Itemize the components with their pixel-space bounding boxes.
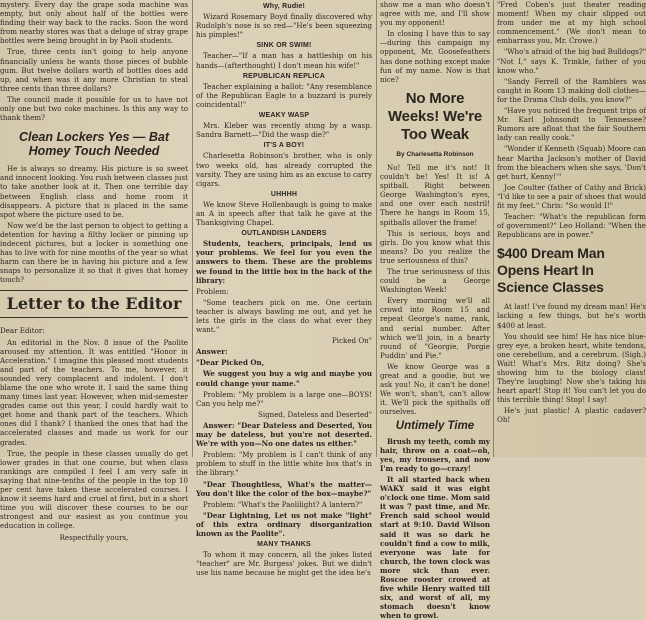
article-paragraph: He is always so dreamy. His picture is so sweet and innocent looking. You rush between classes just to take another look at it. Then one terrible day between English class and home room it disappears. A picture that is placed in the same spot where the picture used to be. [0, 164, 188, 219]
article-paragraph: Wizard Rosemary Boyd finally discovered why Rudolph's nose is so red—"He's been squeezing his pimples!" [196, 12, 372, 40]
article-paragraph: Charlesetta Robinson's brother, who is only two weeks old, has already corrupted the varsity. They are using him as an excuse to carry cigars. [196, 151, 372, 188]
answer-text: "Dear Thoughtless, What's the matter—You don't like the color of the box—maybe?" [196, 479, 372, 498]
letter-closing: Respectfully yours, [59, 532, 129, 542]
article-paragraph: We know George was a great and a goodie, but we ask you! No, it can't be done! We won't, shan't, can't allow it. We'll pick the spitballs off ourselves. [380, 361, 490, 417]
problem-text: Problem: "What's the Paolilight? A lantern?" [203, 499, 363, 509]
column-3 [380, 0, 490, 620]
headline-letter-to-editor: Letter to the Editor [0, 290, 188, 318]
answer-text: We suggest you buy a wig and maybe you could change your name." [196, 369, 372, 388]
article-paragraph: True, the people in these classes usually do get lower grades in that one course, but when class rankings are compiled I feel I am very safe in saying that nine-tenths of the people in the top 10 per cent have taken these accelerated courses. I know it seems hard and cruel at first, but in a short time you will discover these courses to be our strongest and our easiest as you continue you education in college. [0, 448, 188, 531]
article-paragraph: show me a man who doesn't agree with me, and I'll show you my opponent! [380, 0, 490, 28]
letter-salutation: Dear Editor: [0, 326, 45, 336]
article-paragraph: He's just plastic! A plastic cadaver? Oh! [497, 406, 646, 425]
article-paragraph: In closing I have this to say—during this campaign my opponent, Mr. Goosefeathers has done nothing except make fun of my name. Now is that nice? [380, 29, 490, 84]
article-paragraph: Every morning we'll all crowd into Room 15 and repeat George's name, rank, and serial number. After which we'll join, in a hearty round of "Georgie, Porgie Puddin' and Pie." [380, 296, 490, 360]
article-paragraph: You should see him! He has nice blue-grey eye, a broken heart, white tendons, one cerebellum, and a cerebrum. (Sigh.) Wait! What's Mrs. Ritz doing? She's showing him to the biology class! They're laughing! Now she's taking his heart apart! Stop it! You can't let you do this terrible thing! Stop! I say! [497, 331, 646, 405]
problem-text: "Some teachers pick on me. One certain teacher is always bawling me out, and yet he lets the girls in the class do what ever they want." [196, 297, 372, 335]
column-2 [196, 0, 372, 578]
poem-text: Brush my teeth, comb my hair, throw on a coat—oh, yes, my trousers, and now I'm ready to go—crazy! [380, 436, 490, 473]
column-divider [192, 0, 193, 457]
section-head: REPUBLICAN REPLICA [242, 72, 326, 80]
column-1 [0, 0, 188, 542]
problem-text: Problem: "My problem is I can't think of any problem to stuff in the little white box that's in the library." [196, 450, 372, 478]
article-paragraph: This is serious, boys and girls. Do you know what this means? Do you realize the true seriousness of this? [380, 228, 490, 265]
article-paragraph: Teacher—"If a man has a battleship on his hands—(afterthought) I don't mean his wife!" [196, 51, 372, 70]
article-paragraph: mystery. Every day the grape soda machine was empty, but only about half of the bottles were finding their way back to the racks. Soon the word from nearby stores was that a deluge of stray grape bottles were being brought in by Paoli students. [0, 0, 188, 46]
article-paragraph: Students, teachers, principals, lend us your problems. We feel for you even the answers to them. These are the problems we found in the little box in the back of the library: [196, 239, 372, 285]
article-paragraph: An editorial in the Nov. 8 issue of the Paolite aroused my attention. It was entitled "Honor in Acceleration." I imagine this pleased most students and part of the teachers. To me, however, it sounded very complacent and indolent. I don't blame the one who wrote it. I said the same thing many times last year. However, when mid-semester grades came out this year, I could hardly wait to get home and thank part of the teachers. Which ones did I thank? I thanked the ones that had the accelerated classes and made us work for our grades. [0, 337, 188, 447]
section-head: MANY THANKS [257, 541, 311, 549]
article-paragraph: Teacher: "What's the republican form of government?" Leo Holland: "When the Republicans are in power." [497, 212, 646, 240]
headline-dream-man: $400 Dream Man Opens Heart In Science Classes [497, 245, 605, 296]
article-paragraph: At last! I've found my dream man! He's lacking a few things, but he's worth $400 at least. [497, 302, 646, 330]
article-paragraph: The council made it possible for us to have not only one but two coke machines. Is this any way to thank them? [0, 94, 188, 123]
headline-untimely-time: Untimely Time [395, 420, 475, 433]
problem-label: Problem: [196, 286, 229, 296]
byline: By Charlesetta Robinson [396, 150, 474, 158]
answer-label: Answer: [196, 347, 228, 357]
article-paragraph: "Who's afraid of the big bad Bulldogs?" "Not I," says K. Trinkle, father of you know who." [497, 47, 646, 75]
problem-signature: Picked On" [332, 336, 372, 346]
poem-text: It all started back when WAKY said it was eight o'clock one time. Mom said it was 7 past time, and Mr. French said school would start at 9:10. David Wilson said it was so dark he couldn't find a cow to milk, everyone was late for church, the town clock was more sick than ever. Roscoe rooster crowed at five while Henry waited till six, and worst of all, my stomach doesn't know when to growl. [380, 474, 490, 620]
section-head: IT'S A BOY! [263, 142, 305, 150]
article-paragraph: Mrs. Kleber was recently stung by a wasp. Sandra Barnett—"Did the wasp die?" [196, 121, 372, 140]
section-head: Why, Rudie! [262, 3, 306, 10]
article-paragraph: Joe Coulter (father of Cathy and Brick) "I'd like to see a pair of shoes that would fit my feet." Chris: "So would I!" [497, 182, 646, 210]
article-paragraph: "Sandy Ferrell of the Ramblers was caught in Room 13 making doll clothes—for the Drama Club dolls, you know?" [497, 76, 646, 104]
problem-signature: Signed, Dateless and Deserted" [257, 409, 372, 419]
article-paragraph: To whom it may concern, all the jokes listed "teacher" are Mr. Burgess' jokes. But we didn't use his name because he might get the idea he's [196, 550, 372, 578]
headline-no-more-weeks: No More Weeks! We're Too Weak [388, 89, 482, 143]
answer-text: Answer: "Dear Dateless and Deserted, You may be dateless, but you're not deserted. We're with you—No one dates us either." [196, 420, 372, 449]
problem-text: Problem: "My problem is a large one—BOYS! Can you help me?" [196, 389, 372, 408]
column-4 [497, 0, 646, 457]
section-head: WEAKY WASP [258, 112, 310, 120]
article-paragraph: "Wonder if Kenneth (Squab) Moore can hear Martha Jackson's mother of David from the bleachers when she says, 'Don't get hurt, Kenny!'" [497, 144, 646, 181]
column-divider [493, 0, 494, 457]
article-paragraph: Teacher explaining a ballot: "Any resemblance of the Republican Eagle to a buzzard is purely coincidental!" [196, 81, 372, 109]
section-head: OUTLANDISH LANDERS [241, 230, 327, 238]
article-paragraph: Now we'd be the last person to object to getting a detention for having a filthy locker or pinning up indecent pictures, but a locker is something one has to live with for nine months of the year so what harm can there be in having his picture and a few snaps to personalize it so that it gives that homey touch? [0, 220, 188, 285]
article-paragraph: No! Tell me it's not! It couldn't be! Yes! It is! A spitball. Right between George Washington's eyes, and one over each nostril! There he hangs in Room 15, spitballs allover the frame! [380, 162, 490, 227]
article-paragraph: "Have you noticed the frequent trips of Mr. Karl Johnsondt to Tennessee? Rumors are afloat that the fair Southern lady can really cook." [497, 106, 646, 143]
section-head: SINK OR SWIM! [256, 42, 312, 50]
article-paragraph: "Fred Coben's just theater reading moment! When my chair slipped out from under me at my high school commencement." (We don't mean to embarrass you, Mr. Crowe.) [497, 0, 646, 46]
answer-text: "Dear Lightning, Let us not make "light" of this extra ordinary disorganization known as the Paolite". [196, 510, 372, 538]
section-head: UHHHH [270, 190, 298, 198]
article-paragraph: The true seriousness of this could be a George Washington Week! [380, 266, 490, 295]
column-divider [376, 0, 377, 457]
headline-clean-lockers: Clean Lockers Yes — Bat Homey Touch Needed [18, 130, 170, 159]
article-paragraph: We know Steve Hollenbaugh is going to make an A in speech after that talk he gave at the Thanksgiving Chapel. [196, 199, 372, 228]
answer-text: "Dear Picked On, [196, 358, 265, 368]
article-paragraph: True, three cents isn't going to help anyone financially unless he wants those pieces of bubble gum. But twelve dollars worth of bottles does add up, and when was it any more Christian to steal three cents than three dollars? [0, 47, 188, 93]
